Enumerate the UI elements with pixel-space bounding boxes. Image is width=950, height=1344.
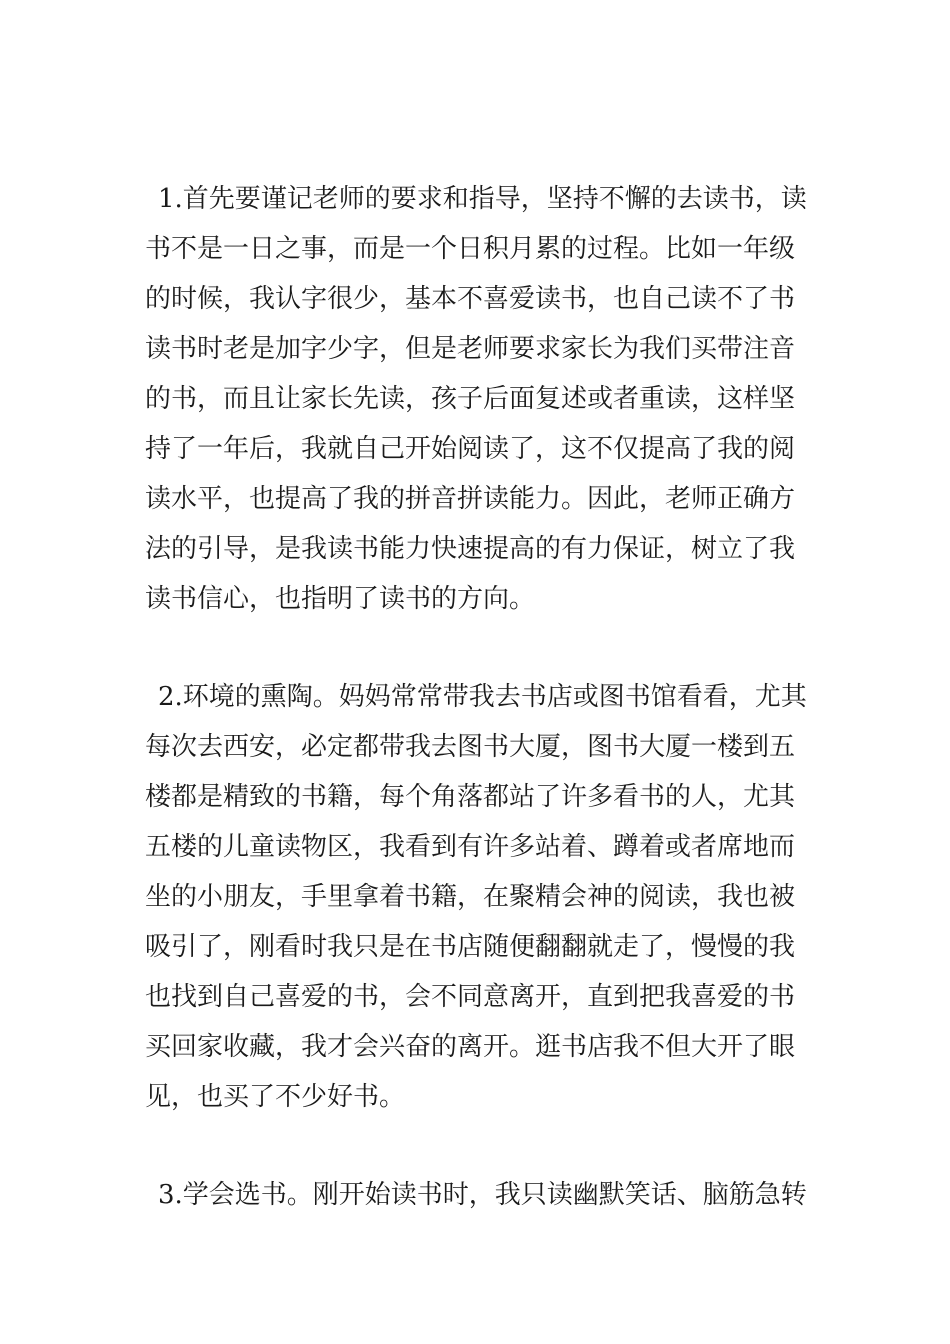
paragraph-line: 持了一年后，我就自己开始阅读了，这不仅提高了我的阅 (145, 434, 796, 464)
paragraph-line: 楼都是精致的书籍，每个角落都站了许多看书的人，尤其 (145, 782, 796, 812)
paragraph-line: 每次去西安，必定都带我去图书大厦，图书大厦一楼到五 (145, 732, 796, 762)
paragraph-line: 也找到自己喜爱的书，会不同意离开，直到把我喜爱的书 (145, 982, 796, 1012)
paragraph-line: 书不是一日之事，而是一个日积月累的过程。比如一年级 (145, 234, 796, 264)
paragraph-line: 吸引了，刚看时我只是在书店随便翻翻就走了，慢慢的我 (145, 932, 796, 962)
paragraph-line: 2.环境的熏陶。妈妈常常带我去书店或图书馆看看，尤其 (158, 682, 807, 712)
paragraph-line: 1.首先要谨记老师的要求和指导，坚持不懈的去读书，读 (158, 184, 807, 214)
paragraph-line: 法的引导，是我读书能力快速提高的有力保证，树立了我 (145, 534, 796, 564)
paragraph-line: 读水平，也提高了我的拼音拼读能力。因此，老师正确方 (145, 484, 796, 514)
paragraph-line: 五楼的儿童读物区，我看到有许多站着、蹲着或者席地而 (145, 832, 796, 862)
paragraph-line: 见，也买了不少好书。 (145, 1082, 406, 1112)
paragraph-line: 买回家收藏，我才会兴奋的离开。逛书店我不但大开了眼 (145, 1032, 796, 1062)
paragraph-line: 坐的小朋友，手里拿着书籍，在聚精会神的阅读，我也被 (145, 882, 796, 912)
paragraph-line: 的时候，我认字很少，基本不喜爱读书，也自己读不了书 (145, 284, 796, 314)
paragraph-line: 读书时老是加字少字，但是老师要求家长为我们买带注音 (145, 334, 796, 364)
paragraph-line: 3.学会选书。刚开始读书时，我只读幽默笑话、脑筋急转 (158, 1180, 807, 1210)
paragraph-line: 的书，而且让家长先读，孩子后面复述或者重读，这样坚 (145, 384, 796, 414)
paragraph-line: 读书信心，也指明了读书的方向。 (145, 584, 536, 614)
